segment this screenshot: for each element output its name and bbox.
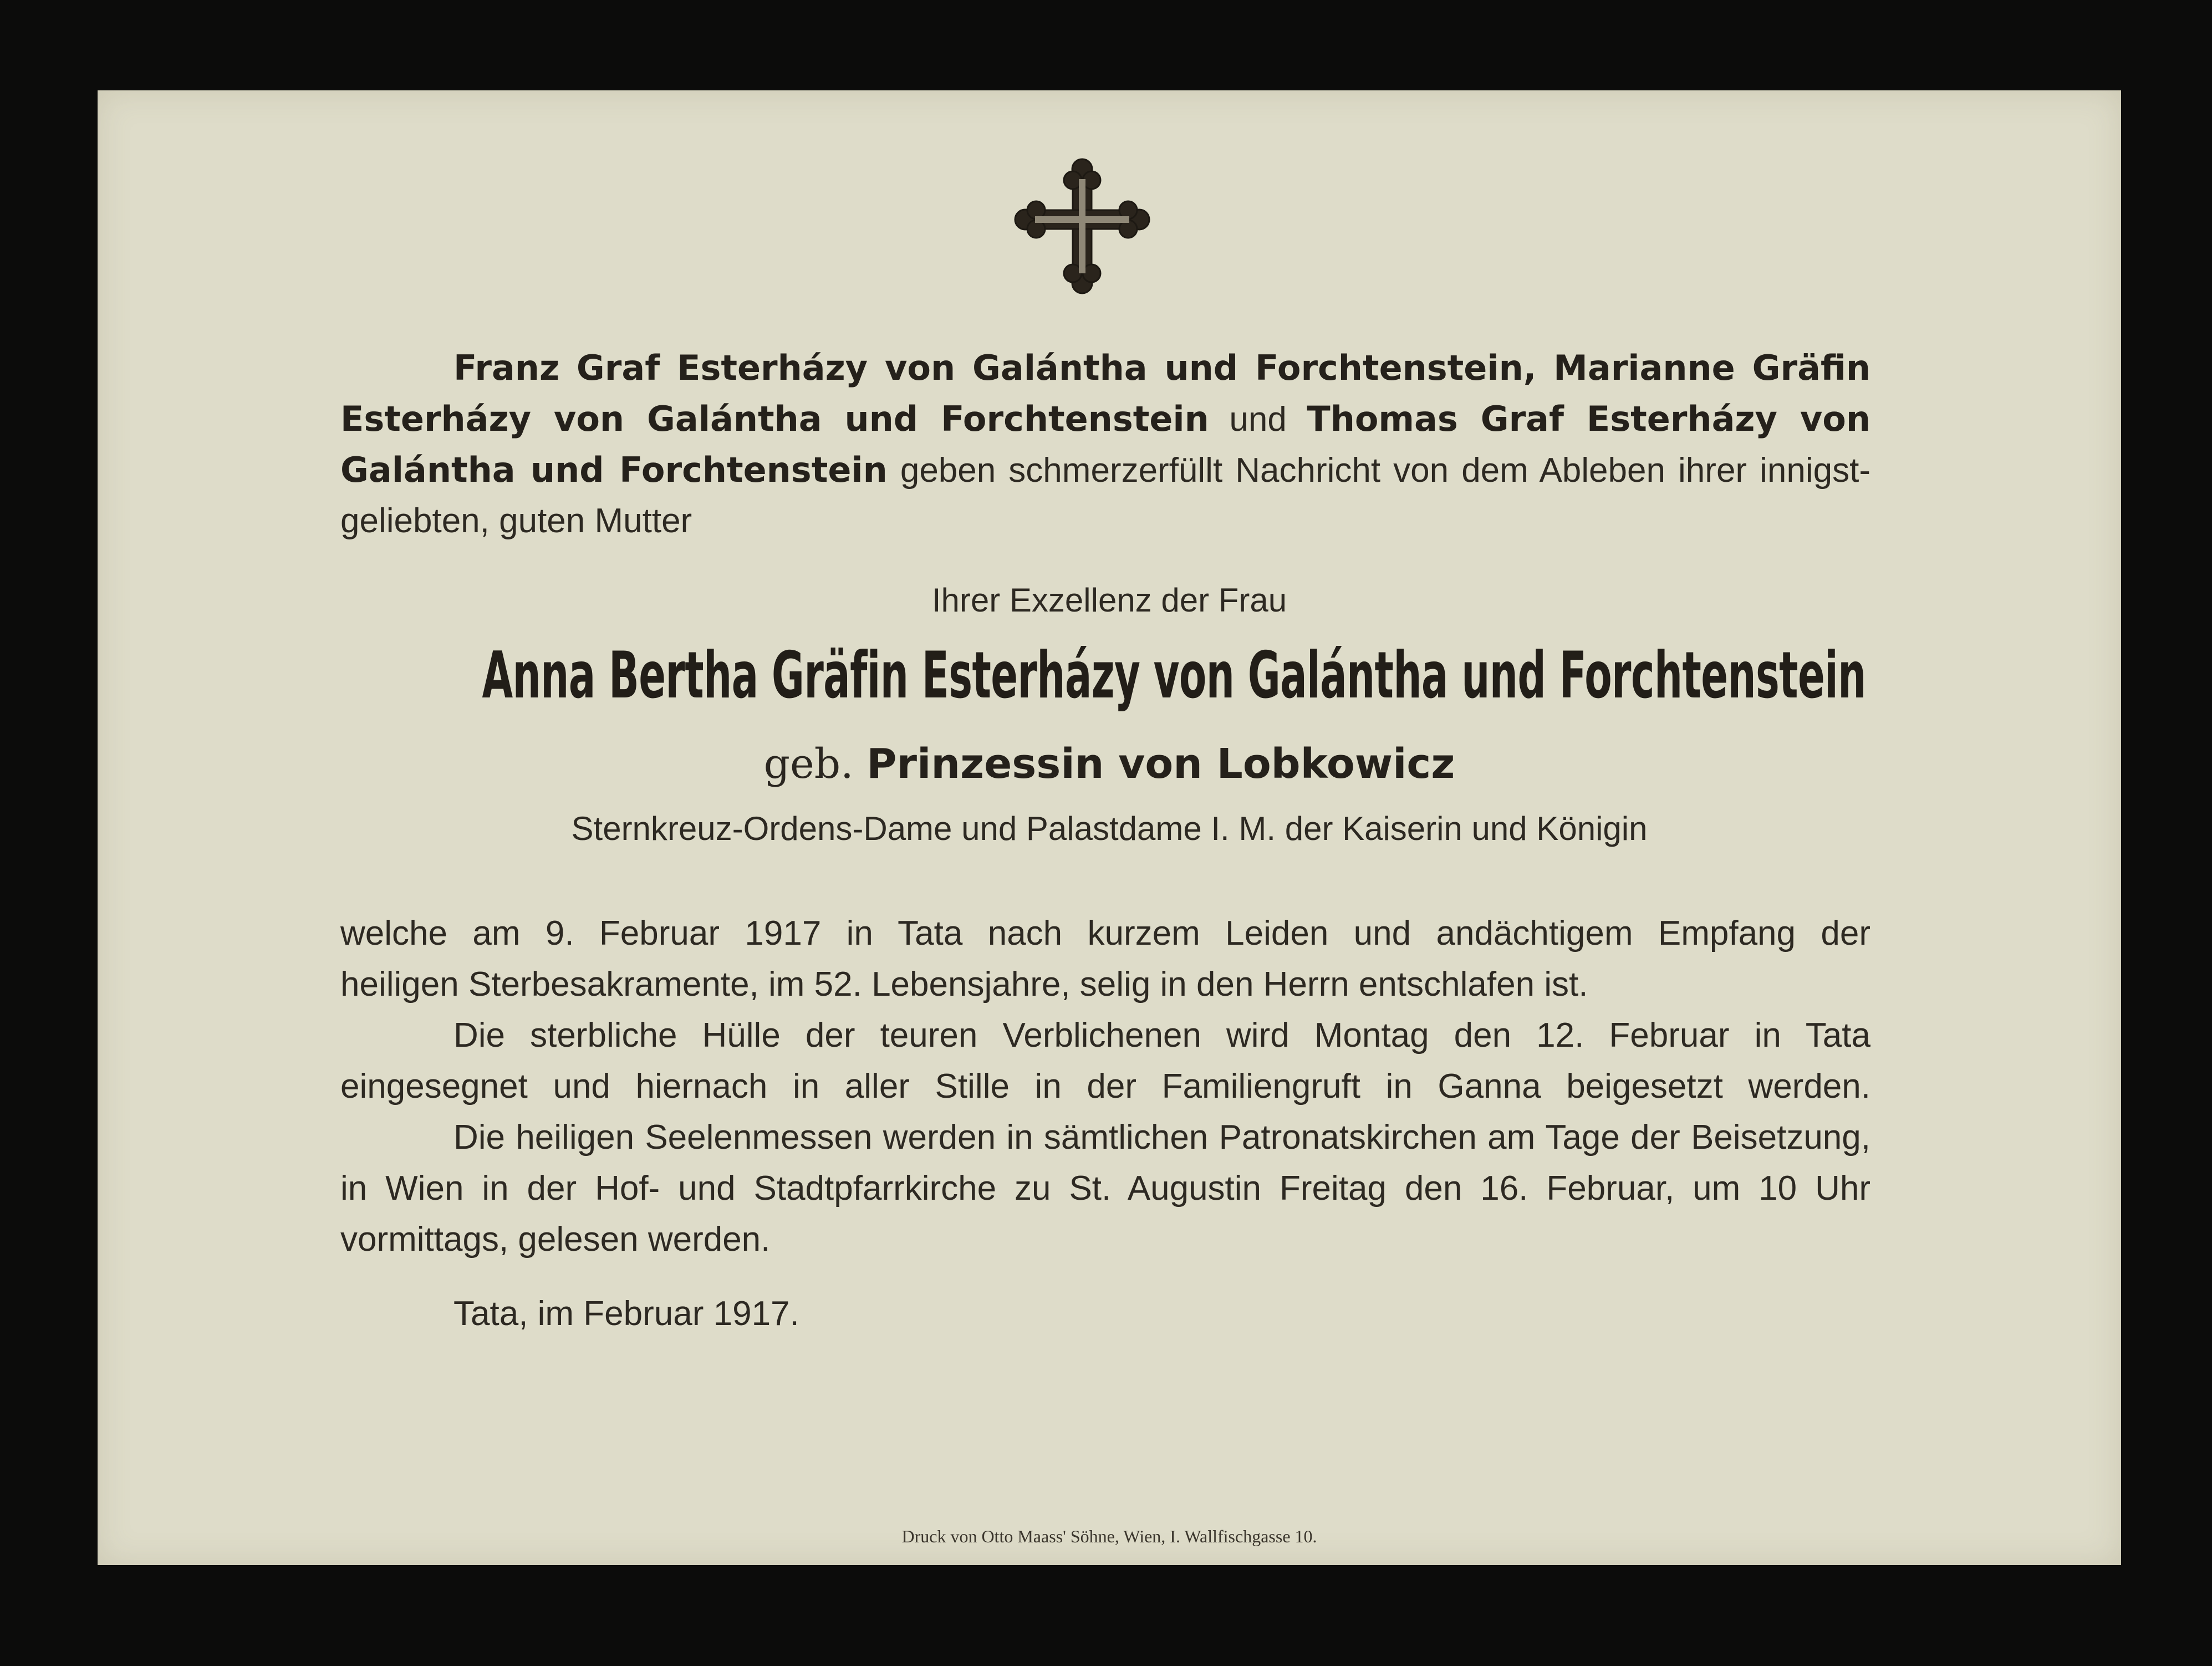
place-date: Tata, im Februar 1917. [453, 1295, 799, 1333]
excellency-line: Ihrer Exzellenz der Frau [931, 582, 1287, 619]
body-line-3: Die sterbliche Hülle der teuren Verblichenen wird Montag den 12. Februar in Tata [453, 1016, 1870, 1054]
body-line-6: in Wien in der Hof- und Stadtpfarrkirche zu St. Augustin Freitag den 16. Februar, um 10 Uhr [340, 1169, 1870, 1208]
printer-imprint: Druck von Otto Maass' Söhne, Wien, I. Wallfischgasse 10. [901, 1526, 1317, 1546]
birth-prefix: geb. [763, 740, 854, 788]
body-line-4: eingesegnet und hiernach in aller Stille in der Familiengruft in Ganna beigesetzt werden. [340, 1067, 1870, 1105]
body-line-5: Die heiligen Seelenmessen werden in sämtlichen Patronatskirchen am Tage der Beisetzung, [453, 1118, 1870, 1156]
birth-name: Prinzessin von Lobkowicz [867, 740, 1455, 788]
birth-name-line [98, 740, 2121, 788]
intro-line-3: Galántha und Forchtenstein geben schmerzerfüllt Nachricht von dem Ableben ihrer innigst- [340, 450, 1870, 490]
intro-line-4: geliebten, guten Mutter [340, 502, 692, 540]
titles-line: Sternkreuz-Ordens-Dame und Palastdame I. M. der Kaiserin und Königin [571, 810, 1648, 847]
deceased-name [98, 638, 2121, 713]
body-line-7: vormittags, gelesen werden. [340, 1220, 771, 1259]
deceased-name-text: Anna Bertha Gräfin Esterházy von Galántha und Forchtenstein [482, 638, 1866, 713]
intro-line-1: Franz Graf Esterházy von Galántha und Forchtenstein, Marianne Gräfin [453, 348, 1870, 388]
body-line-2: heiligen Sterbesakramente, im 52. Lebensjahre, selig in den Herrn entschlafen ist. [340, 965, 1588, 1003]
intro-line-2: Esterházy von Galántha und Forchtenstein und Thomas Graf Esterházy von [340, 399, 1870, 439]
death-notice-card [98, 90, 2121, 1565]
cross-icon [1013, 157, 1151, 296]
body-line-1: welche am 9. Februar 1917 in Tata nach kurzem Leiden und andächtigem Empfang der [340, 914, 1870, 952]
